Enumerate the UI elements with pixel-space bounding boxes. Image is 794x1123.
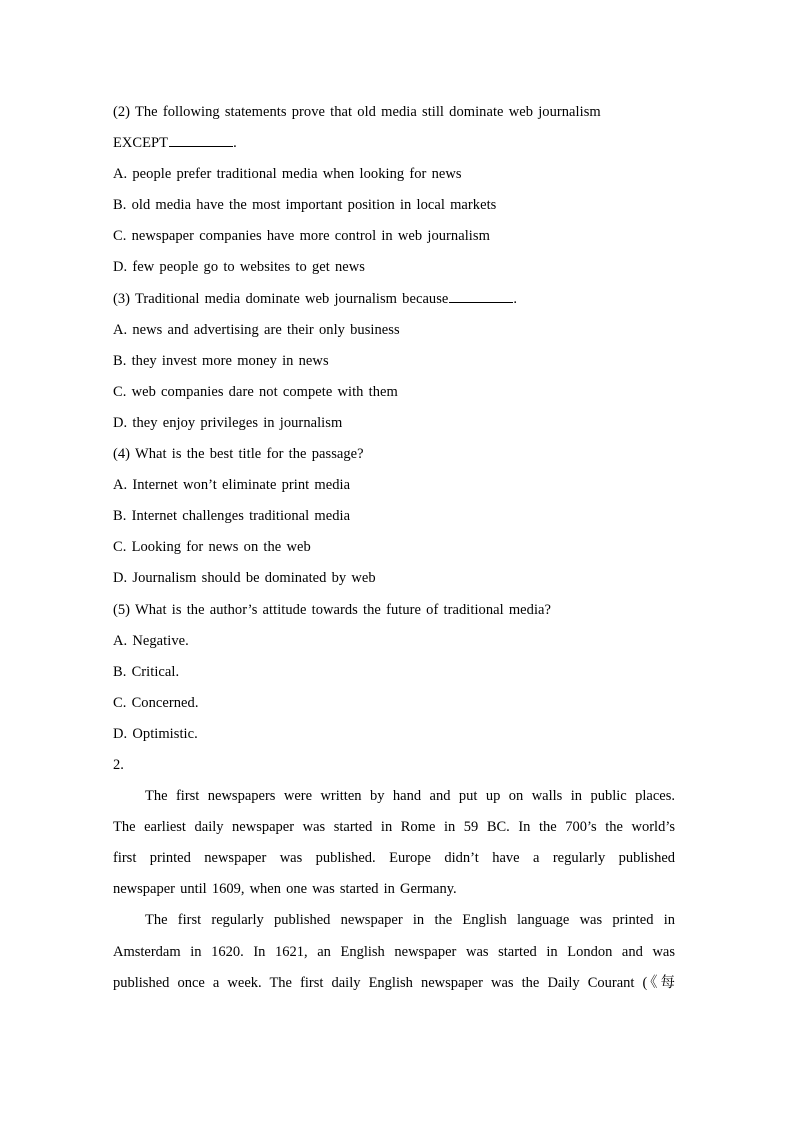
stem-prefix: (3) Traditional media dominate web journalism because xyxy=(113,290,449,307)
option-c: C. newspaper companies have more control in web journalism xyxy=(113,228,490,245)
question-3 xyxy=(113,284,675,439)
stem-suffix: . xyxy=(513,290,518,307)
stem-prefix: EXCEPT xyxy=(113,135,169,152)
passage-line: published once a week. The first daily English newspaper was the Daily Courant (《每 xyxy=(113,974,675,991)
answer-blank xyxy=(449,290,513,303)
passage-line: first printed newspaper was published. Europe didn’t have a regularly published xyxy=(113,850,675,867)
passage-line: The first newspapers were written by hand and put up on walls in public places. xyxy=(145,788,675,805)
passage-paragraph-1 xyxy=(113,781,675,905)
option-c: C. web companies dare not compete with them xyxy=(113,383,398,400)
option-a: A. Negative. xyxy=(113,632,189,649)
option-a: A. news and advertising are their only business xyxy=(113,321,400,338)
passage-line: Amsterdam in 1620. In 1621, an English newspaper was started in London and was xyxy=(113,943,675,960)
option-b: B. they invest more money in news xyxy=(113,352,329,369)
option-c: C. Concerned. xyxy=(113,694,199,711)
option-a: A. people prefer traditional media when looking for news xyxy=(113,166,462,183)
question-stem xyxy=(113,284,675,315)
question-stem-continued xyxy=(113,128,675,159)
passage-paragraph-2 xyxy=(113,905,675,998)
question-stem: (4) What is the best title for the passage? xyxy=(113,446,364,463)
option-b: B. Internet challenges traditional media xyxy=(113,508,351,525)
document-page xyxy=(113,97,675,999)
option-c: C. Looking for news on the web xyxy=(113,539,311,556)
passage-line: The earliest daily newspaper was started in Rome in 59 BC. In the 700’s the world’s xyxy=(113,819,675,836)
question-2 xyxy=(113,97,675,284)
question-stem: (5) What is the author’s attitude towards the future of traditional media? xyxy=(113,601,552,618)
option-d: D. few people go to websites to get news xyxy=(113,259,365,276)
option-d: D. Optimistic. xyxy=(113,725,198,742)
option-b: B. old media have the most important position in local markets xyxy=(113,197,497,214)
section-number: 2. xyxy=(113,756,124,773)
answer-blank xyxy=(169,134,233,147)
reading-passage xyxy=(113,781,675,999)
option-b: B. Critical. xyxy=(113,663,180,680)
passage-line: newspaper until 1609, when one was started in Germany. xyxy=(113,881,457,898)
question-5 xyxy=(113,595,675,750)
question-stem: (2) The following statements prove that old media still dominate web journalism xyxy=(113,104,601,120)
stem-suffix: . xyxy=(233,135,237,152)
option-d: D. they enjoy privileges in journalism xyxy=(113,414,343,431)
passage-line: The first regularly published newspaper in the English language was printed in xyxy=(145,912,675,929)
question-4 xyxy=(113,439,675,594)
option-d: D. Journalism should be dominated by web xyxy=(113,570,376,587)
option-a: A. Internet won’t eliminate print media xyxy=(113,477,351,494)
